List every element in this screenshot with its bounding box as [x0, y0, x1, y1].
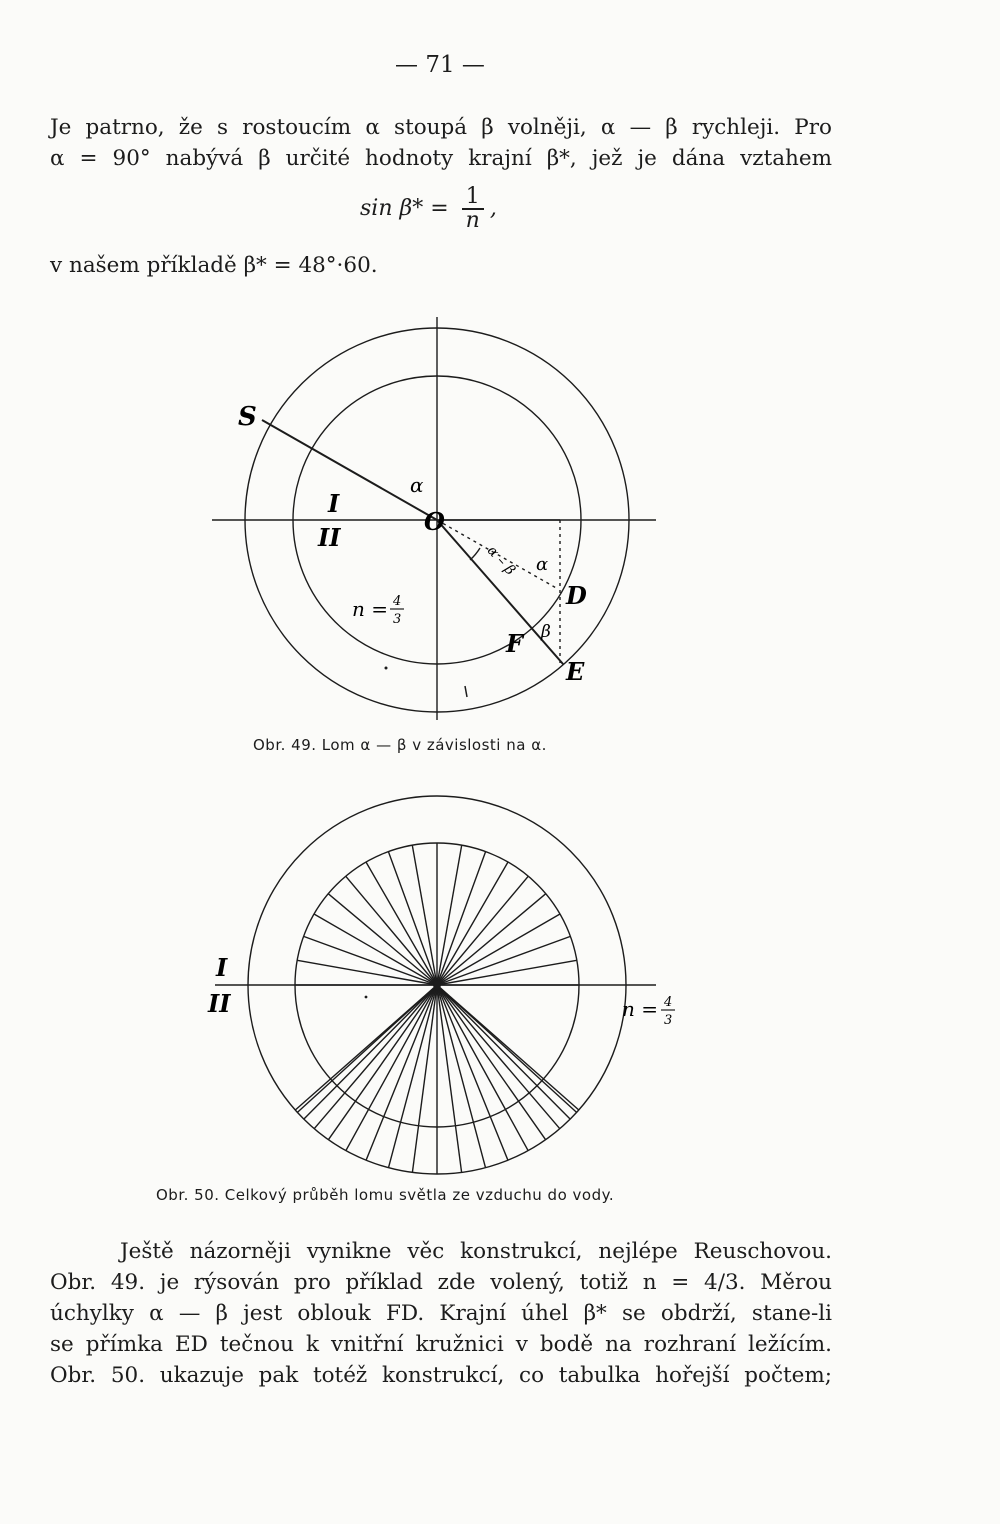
refracted-ray-line [366, 985, 437, 1160]
incident-ray [262, 420, 437, 520]
label-F: F [506, 629, 524, 658]
text-line: Je patrno, že s rostoucím α stoupá β volněji, α — β rychleji. Pro [50, 115, 832, 140]
refracted-ray-line [437, 985, 508, 1160]
page-number: — 71 — [395, 52, 485, 78]
label-I: I [328, 489, 340, 518]
formula-lhs: sin β* = [360, 196, 449, 221]
text-line: úchylky α — β jest oblouk FD. Krajní úhel β* se obdrží, stane-li [50, 1301, 832, 1326]
figure-50-caption: Obr. 50. Celkový průběh lomu světla ze vzduchu do vody. [156, 1186, 615, 1204]
text-line: Ještě názorněji vynikne věc konstrukcí, nejlépe Reuschovou. [120, 1239, 832, 1264]
label-alpha-minus-beta: α – β [483, 542, 519, 579]
formula-numerator: 1 [462, 186, 484, 210]
text-line: v našem příkladě β* = 48°·60. [50, 253, 378, 278]
figure-49-caption: Obr. 49. Lom α — β v závislosti na α. [253, 736, 547, 754]
label-alpha-upper: α [410, 473, 424, 497]
incident-rays [295, 843, 579, 985]
label-n-den-50: 3 [664, 1013, 673, 1028]
label-beta: β [541, 622, 551, 642]
text-line: α = 90° nabývá β určité hodnoty krajní β*, jež je dána vztahem [50, 146, 832, 171]
label-alpha-right: α [536, 554, 549, 575]
text-line: Obr. 49. je rýsován pro příklad zde volený, totiž n = 4/3. Měrou [50, 1270, 832, 1295]
label-I-50: I [216, 953, 228, 982]
label-S: S [238, 402, 257, 432]
refracted-ray-line [412, 985, 437, 1172]
label-II: II [318, 523, 341, 552]
label-E: E [566, 657, 585, 686]
refracted-ray [437, 520, 563, 664]
refracted-ray-line [304, 985, 437, 1119]
bottom-paragraph [50, 1236, 832, 1391]
label-n-num-50: 4 [664, 995, 673, 1010]
formula-tail: , [489, 196, 497, 221]
refracted-ray-line [437, 985, 462, 1172]
refracted-ray-line [437, 985, 579, 1110]
label-n-eq-50: n = [622, 997, 658, 1021]
arc-alpha-beta [470, 548, 480, 560]
label-n-den: 3 [393, 612, 402, 627]
label-D: D [566, 581, 587, 610]
formula-denominator: n [465, 208, 480, 233]
label-n-num: 4 [393, 594, 402, 609]
label-O: O [424, 507, 445, 536]
text-line: Obr. 50. ukazuje pak totéž konstrukcí, co tabulka hořejší počtem; [50, 1363, 832, 1388]
refracted-ray-line [295, 985, 437, 1110]
text-line: se přímka ED tečnou k vnitřní kružnici v bodě na rozhraní ležícím. [50, 1332, 832, 1357]
ink-mark [465, 686, 467, 697]
ink-dot-50 [365, 996, 368, 999]
label-II-50: II [208, 989, 231, 1018]
center-point [433, 981, 441, 989]
refracted-ray-line [437, 985, 570, 1119]
label-n-eq: n = [352, 597, 388, 621]
ink-dot [385, 667, 388, 670]
